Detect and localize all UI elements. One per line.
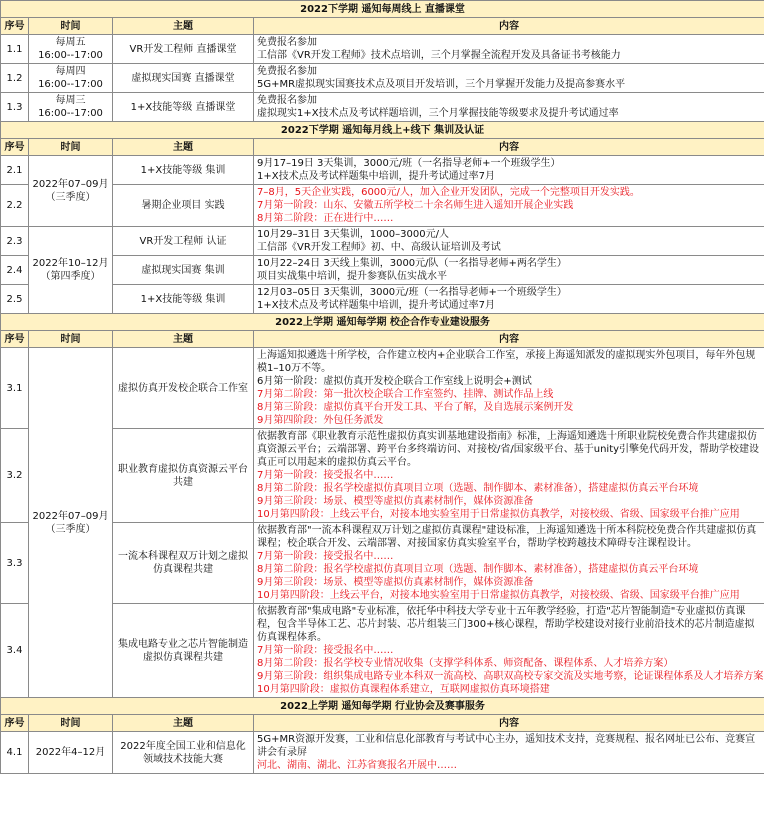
- column-header-topic: 主题: [113, 715, 254, 732]
- row-content: [254, 227, 764, 256]
- row-topic: 1+X技能等级 集训: [113, 156, 254, 185]
- table-row: [1, 523, 764, 604]
- row-topic: 1+X技能等级 直播课堂: [113, 93, 254, 122]
- table-row: [1, 604, 764, 698]
- column-header-content: 内容: [254, 139, 764, 156]
- time-group: [29, 156, 113, 227]
- column-header-no: 序号: [1, 18, 29, 35]
- row-number: 2.2: [1, 185, 29, 227]
- content-line: 依据教育部"一流本科课程双万计划之虚拟仿真课程"建设标准，上海遥知遴选十所本科院校免费合作共建虚拟仿真课程；校企联合开发、云端部署、对接国家仿真实验室平台，帮助学校跨越技术障碍专注课程设计。: [257, 525, 757, 549]
- row-topic: 1+X技能等级 集训: [113, 285, 254, 314]
- content-line: 依据教育部"集成电路"专业标准，依托华中科技大学专业十五年教学经验，打造"芯片智能制造"专业虚拟仿真课程，包含半导体工艺、芯片封装、芯片组装三门300+核心课程，帮助学校建设对接行业前沿技术的芯片制造虚拟仿真课程体系。: [257, 606, 755, 643]
- section-title-row: [1, 698, 764, 715]
- row-number: 3.1: [1, 348, 29, 429]
- content-line: 依据教育部《职业教育示范性虚拟仿真实训基地建设指南》标准，上海遥知遴选十所职业院校免费合作共建虚拟仿真资源云平台；云端部署、跨平台多终端访问、对接校/省/国家级平台、基于unity引擎免代码开发，帮助学校建设真正可以用起来的虚拟仿真云平台。: [257, 431, 760, 468]
- row-topic: 虚拟现实国赛 集训: [113, 256, 254, 285]
- column-header-content: 内容: [254, 715, 764, 732]
- column-header-row: [1, 18, 764, 35]
- section-title: 2022下学期 遥知每周线上 直播课堂: [1, 1, 764, 18]
- content-line: 8月第三阶段：虚拟仿真平台开发工具、平台了解，及自选展示案例开发: [257, 402, 574, 413]
- row-time: [29, 35, 113, 64]
- content-line: 7月第二阶段：第一批次校企联合工作室签约、挂牌、测试作品上线: [257, 389, 554, 400]
- column-header-row: [1, 139, 764, 156]
- topic-line: 领域技术技能大赛: [143, 753, 223, 765]
- row-number: 3.2: [1, 429, 29, 523]
- content-line: 9月17–19日 3天集训，3000元/班（一名指导老师+一个班级学生）: [257, 158, 561, 169]
- row-number: 2.5: [1, 285, 29, 314]
- table-row: [1, 285, 764, 314]
- content-line: 免费报名参加: [257, 37, 317, 48]
- content-line: 免费报名参加: [257, 66, 317, 77]
- content-line: 10月22–24日 3天线上集训，3000元/队（一名指导老师+两名学生）: [257, 258, 567, 269]
- time-line: （三季度）: [45, 192, 96, 203]
- topic-line: 共建: [173, 476, 193, 488]
- section-title: 2022下学期 遥知每月线上+线下 集训及认证: [1, 122, 764, 139]
- row-number: 2.4: [1, 256, 29, 285]
- topic-line: 虚拟仿真课程共建: [143, 651, 223, 663]
- content-line: 7月第一阶段：山东、安徽五所学校二十余名师生进入遥知开展企业实践: [257, 200, 574, 211]
- column-header-content: 内容: [254, 331, 764, 348]
- topic-line: 集成电路专业之芯片智能制造: [118, 638, 248, 650]
- topic-line: 2022年度全国工业和信息化: [120, 740, 246, 752]
- topic-line: 职业教育虚拟仿真资源云平台: [118, 463, 248, 475]
- row-time: [29, 64, 113, 93]
- row-topic: [113, 732, 254, 774]
- time-group: [29, 227, 113, 314]
- time-line: （三季度）: [45, 523, 96, 535]
- column-header-topic: 主题: [113, 331, 254, 348]
- row-topic: [113, 429, 254, 523]
- section-title: 2022上学期 遥知每学期 校企合作专业建设服务: [1, 314, 764, 331]
- row-content: [254, 429, 764, 523]
- row-topic: [113, 348, 254, 429]
- column-header-time: 时间: [29, 139, 113, 156]
- content-line: 项目实战集中培训，提升参赛队伍实战水平: [257, 271, 447, 282]
- row-content: [254, 256, 764, 285]
- section-title-row: [1, 122, 764, 139]
- row-content: [254, 285, 764, 314]
- time-line: 每周三: [55, 95, 86, 106]
- content-line: 8月第二阶段：正在进行中……: [257, 213, 394, 224]
- row-time: [29, 732, 113, 774]
- content-line: 1+X技术点及考试样题集中培训，提升考试通过率7月: [257, 171, 495, 182]
- table-row: [1, 64, 764, 93]
- content-line: 8月第二阶段：报名学校专业情况收集（支撑学科体系、师资配备、课程体系、人才培养方案）: [257, 658, 674, 669]
- row-content: [254, 35, 764, 64]
- row-content: [254, 523, 764, 604]
- content-line: 5G+MR虚拟现实国赛技术点及项目开发培训，三个月掌握开发能力及提高参赛水平: [257, 79, 626, 90]
- content-line: 工信部《VR开发工程师》初、中、高级认证培训及考试: [257, 242, 501, 253]
- content-line: 5G+MR资源开发赛，工业和信息化部教育与考试中心主办，遥知技术支持，竞赛规程、报名网址已公布、竞赛宣讲会有录屏: [257, 734, 756, 758]
- section-title-row: [1, 1, 764, 18]
- content-line: 7–8月，5天企业实践，6000元/人，加入企业开发团队，完成一个完整项目开发实践。: [257, 187, 640, 198]
- column-header-topic: 主题: [113, 139, 254, 156]
- column-header-time: 时间: [29, 715, 113, 732]
- content-line: 6月第一阶段：虚拟仿真开发校企联合工作室线上说明会+测试: [257, 376, 532, 387]
- content-line: 7月第一阶段：接受报名中……: [257, 645, 394, 656]
- content-line: 工信部《VR开发工程师》技术点培训，三个月掌握全流程开发及具备证书考核能力: [257, 50, 621, 61]
- table-row: [1, 35, 764, 64]
- row-content: [254, 156, 764, 185]
- content-line: 8月第二阶段：报名学校虚拟仿真项目立项（选题、制作脚本、素材准备），搭建虚拟仿真云平台环境: [257, 483, 699, 494]
- time-line: （第四季度）: [40, 271, 101, 282]
- time-line: 16:00--17:00: [38, 50, 103, 61]
- row-topic: 暑期企业项目 实践: [113, 185, 254, 227]
- column-header-no: 序号: [1, 139, 29, 156]
- column-header-no: 序号: [1, 715, 29, 732]
- column-header-row: [1, 715, 764, 732]
- content-line: 9月第四阶段：外包任务派发: [257, 415, 384, 426]
- time-line: 2022年07–09月: [32, 510, 109, 522]
- column-header-no: 序号: [1, 331, 29, 348]
- content-line: 免费报名参加: [257, 95, 317, 106]
- time-line: 2022年4–12月: [35, 747, 106, 758]
- content-line: 12月03–05日 3天集训，3000元/班（一名指导老师+一个班级学生）: [257, 287, 567, 298]
- content-line: 虚拟现实1+X技术点及考试样题培训，三个月掌握技能等级要求及提升考试通过率: [257, 108, 619, 119]
- content-line: 上海遥知拟遴选十所学校，合作建立校内+企业联合工作室，承接上海遥知派发的虚拟现实外包项目，每年外包规模1–10万不等。: [257, 350, 756, 374]
- row-number: 2.3: [1, 227, 29, 256]
- row-number: 1.3: [1, 93, 29, 122]
- row-content: [254, 732, 764, 774]
- row-content: [254, 604, 764, 698]
- time-line: 2022年10–12月: [32, 258, 109, 269]
- row-number: 4.1: [1, 732, 29, 774]
- row-topic: [113, 523, 254, 604]
- content-line: 10月第四阶段：虚拟仿真课程体系建立，互联网虚拟仿真环境搭建: [257, 684, 550, 695]
- table-row: [1, 732, 764, 774]
- row-number: 3.4: [1, 604, 29, 698]
- column-header-time: 时间: [29, 18, 113, 35]
- column-header-content: 内容: [254, 18, 764, 35]
- time-line: 每周四: [55, 66, 86, 77]
- time-line: 每周五: [55, 37, 86, 48]
- column-header-row: [1, 331, 764, 348]
- row-content: [254, 348, 764, 429]
- content-line: 9月第三阶段：场景、模型等虚拟仿真素材制作，媒体资源准备: [257, 496, 534, 507]
- table-row: [1, 93, 764, 122]
- content-line: 9月第三阶段：组织集成电路专业本科双一流高校、高职双高校专家交流及实地考察，论证课程体系及人才培养方案: [257, 671, 764, 682]
- table-row: [1, 348, 764, 429]
- time-line: 16:00--17:00: [38, 108, 103, 119]
- content-line: 10月第四阶段：上线云平台，对接本地实验室用于日常虚拟仿真教学，对接校级、省级、国家级平台推广应用: [257, 509, 740, 520]
- row-topic: [113, 604, 254, 698]
- content-line: 10月第四阶段：上线云平台，对接本地实验室用于日常虚拟仿真教学，对接校级、省级、国家级平台推广应用: [257, 590, 740, 601]
- row-content: [254, 185, 764, 227]
- content-line: 河北、湖南、湖北、江苏省赛报名开展中……: [257, 760, 457, 771]
- row-number: 1.2: [1, 64, 29, 93]
- topic-line: 一流本科课程双万计划之虚拟: [118, 551, 248, 562]
- row-number: 2.1: [1, 156, 29, 185]
- row-number: 1.1: [1, 35, 29, 64]
- content-line: 10月29–31日 3天集训，1000–3000元/人: [257, 229, 449, 240]
- topic-line: 虚拟仿真开发校企联合工作室: [118, 382, 248, 394]
- row-content: [254, 64, 764, 93]
- column-header-topic: 主题: [113, 18, 254, 35]
- table-row: [1, 429, 764, 523]
- row-topic: VR开发工程师 认证: [113, 227, 254, 256]
- table-row: [1, 227, 764, 256]
- time-line: 2022年07–09月: [32, 179, 109, 190]
- section-title-row: [1, 314, 764, 331]
- content-line: 1+X技术点及考试样题集中培训，提升考试通过率7月: [257, 300, 495, 311]
- row-time: [29, 93, 113, 122]
- topic-line: 仿真课程共建: [153, 564, 213, 575]
- content-line: 9月第三阶段：场景、模型等虚拟仿真素材制作，媒体资源准备: [257, 577, 534, 588]
- table-row: [1, 185, 764, 227]
- section-title: 2022上学期 遥知每学期 行业协会及赛事服务: [1, 698, 764, 715]
- content-line: 7月第一阶段：接受报名中……: [257, 551, 394, 562]
- content-line: 8月第二阶段：报名学校虚拟仿真项目立项（选题、制作脚本、素材准备），搭建虚拟仿真云平台环境: [257, 564, 699, 575]
- table-row: [1, 156, 764, 185]
- row-topic: VR开发工程师 直播课堂: [113, 35, 254, 64]
- time-line: 16:00--17:00: [38, 79, 103, 90]
- row-number: 3.3: [1, 523, 29, 604]
- content-line: 7月第一阶段：接受报名中……: [257, 470, 394, 481]
- table-row: [1, 256, 764, 285]
- column-header-time: 时间: [29, 331, 113, 348]
- row-content: [254, 93, 764, 122]
- row-topic: 虚拟现实国赛 直播课堂: [113, 64, 254, 93]
- time-group: [29, 348, 113, 698]
